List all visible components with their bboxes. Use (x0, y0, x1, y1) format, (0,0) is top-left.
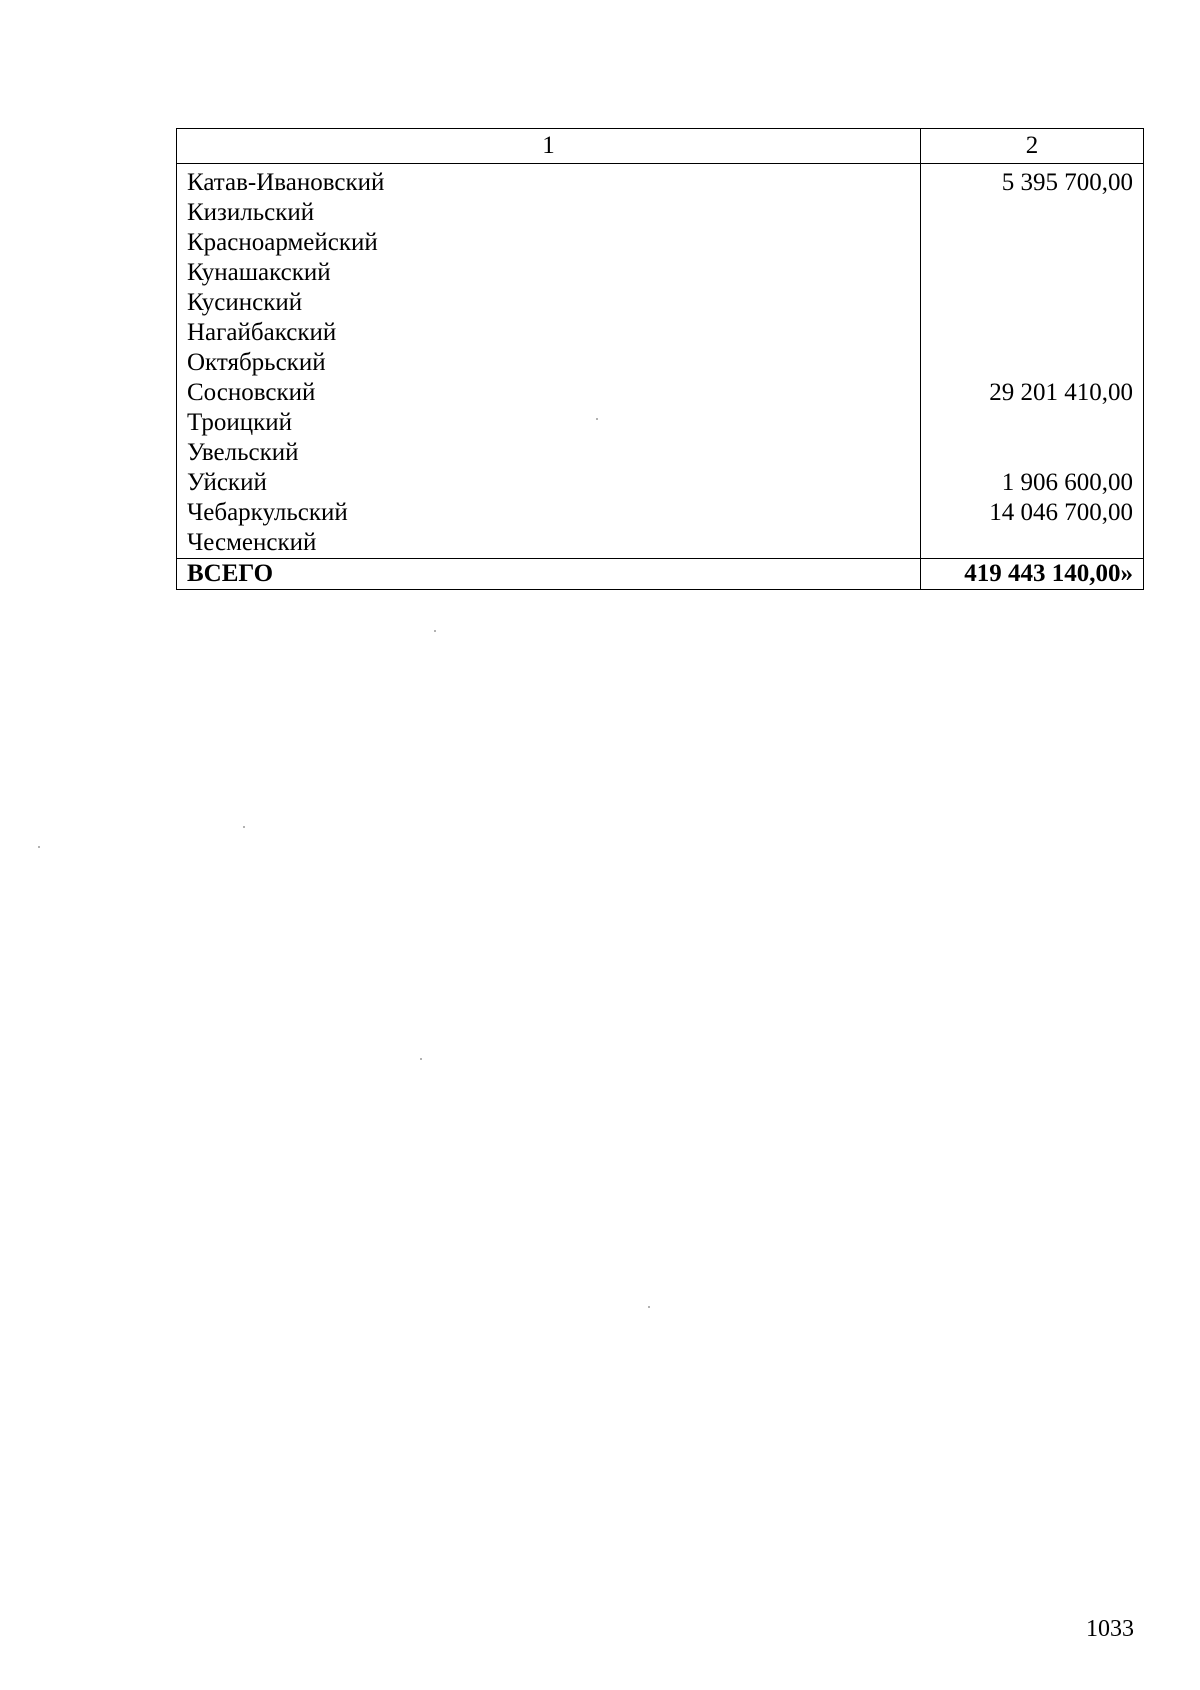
total-row (177, 559, 1144, 590)
table-row (177, 498, 1144, 528)
table-row (177, 378, 1144, 408)
column-header-2: 2 (921, 129, 1144, 164)
table-row (177, 164, 1144, 199)
district-value (921, 528, 1144, 559)
table-row (177, 318, 1144, 348)
district-value: 1 906 600,00 (921, 468, 1144, 498)
scan-speck (38, 846, 40, 848)
total-label: ВСЕГО (177, 559, 921, 590)
district-value (921, 408, 1144, 438)
table-row (177, 348, 1144, 378)
table-row (177, 228, 1144, 258)
district-value (921, 228, 1144, 258)
scan-speck (420, 1058, 422, 1060)
district-name: Сосновский (177, 378, 921, 408)
table-row (177, 258, 1144, 288)
district-value (921, 348, 1144, 378)
table-row (177, 198, 1144, 228)
scan-speck (648, 1306, 650, 1308)
district-value (921, 258, 1144, 288)
table-header-row (177, 129, 1144, 164)
district-name: Кусинский (177, 288, 921, 318)
district-name: Увельский (177, 438, 921, 468)
column-header-1: 1 (177, 129, 921, 164)
table-row (177, 468, 1144, 498)
table-row (177, 438, 1144, 468)
district-name: Троицкий (177, 408, 921, 438)
district-value (921, 318, 1144, 348)
table-row (177, 288, 1144, 318)
scan-speck (596, 418, 598, 420)
page-number: 1033 (1086, 1616, 1134, 1642)
district-value (921, 198, 1144, 228)
district-name: Кунашакский (177, 258, 921, 288)
district-name: Чесменский (177, 528, 921, 559)
district-name: Чебаркульский (177, 498, 921, 528)
district-name: Катав-Ивановский (177, 164, 921, 199)
district-value (921, 438, 1144, 468)
scan-speck (243, 826, 245, 828)
budget-table (176, 128, 1144, 590)
total-value: 419 443 140,00» (921, 559, 1144, 590)
district-value: 29 201 410,00 (921, 378, 1144, 408)
district-name: Октябрьский (177, 348, 921, 378)
district-name: Уйский (177, 468, 921, 498)
district-value (921, 288, 1144, 318)
district-name: Кизильский (177, 198, 921, 228)
district-name: Красноармейский (177, 228, 921, 258)
district-value: 5 395 700,00 (921, 164, 1144, 199)
table-row (177, 528, 1144, 559)
scan-speck (434, 630, 436, 632)
table-row (177, 408, 1144, 438)
district-name: Нагайбакский (177, 318, 921, 348)
district-value: 14 046 700,00 (921, 498, 1144, 528)
